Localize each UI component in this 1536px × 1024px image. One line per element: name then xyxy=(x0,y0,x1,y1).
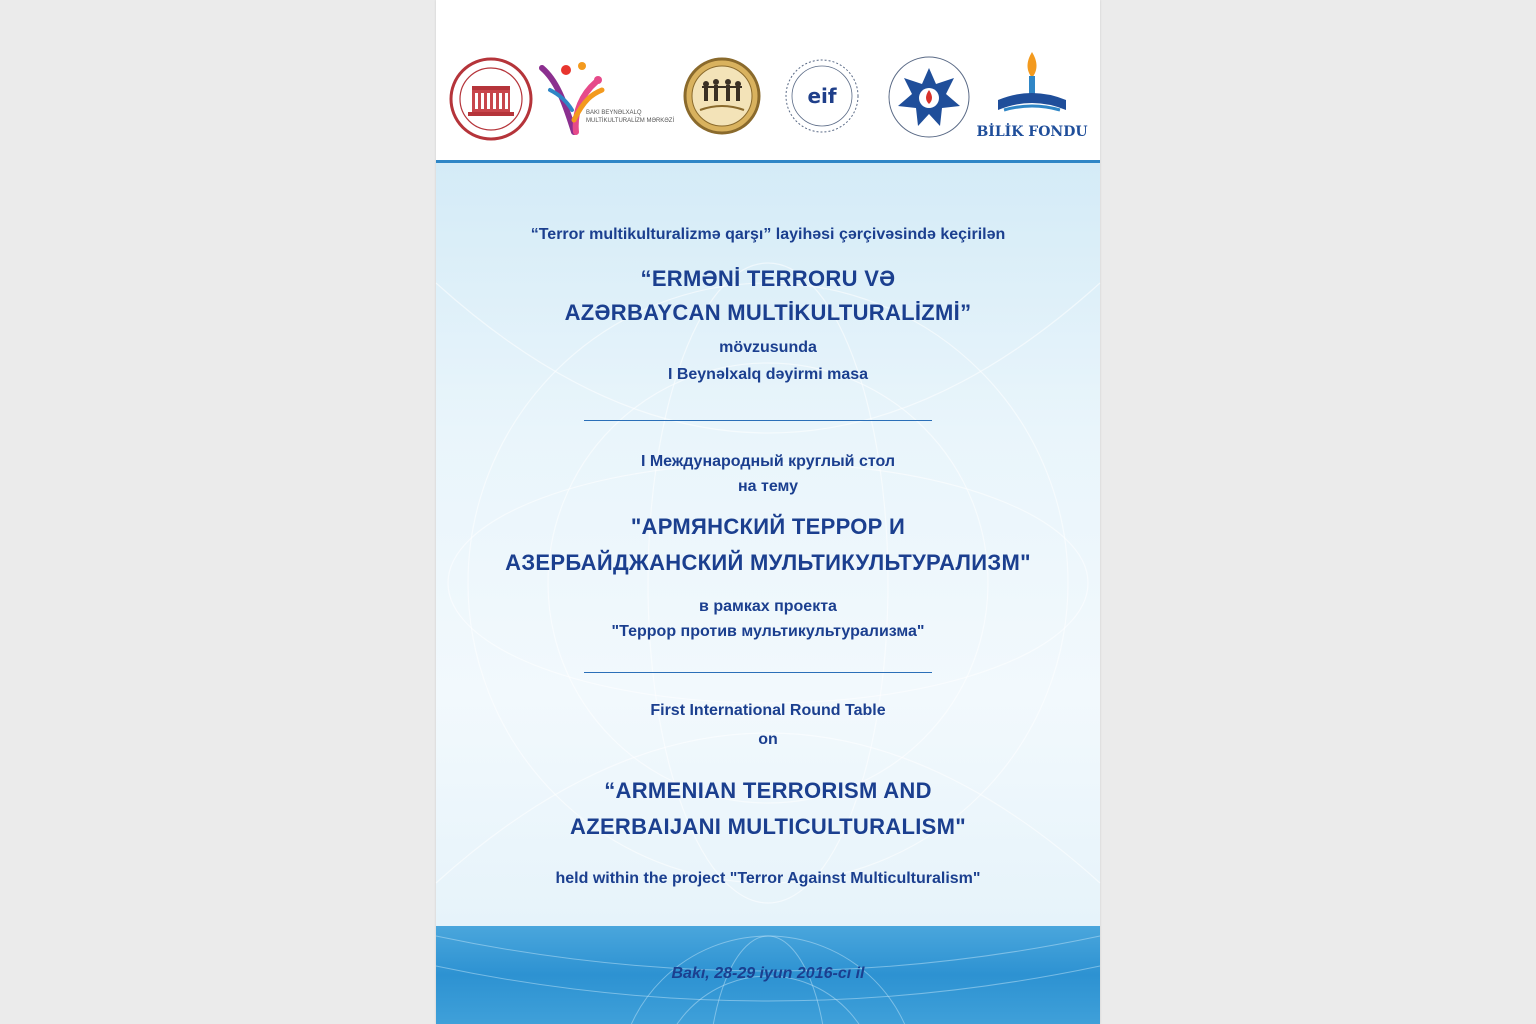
az-subtitle-1: mövzusunda xyxy=(719,339,817,356)
ru-title-line-1: "АРМЯНСКИЙ ТЕРРОР И xyxy=(630,514,906,539)
en-subtitle: held within the project "Terror Against Multiculturalism" xyxy=(555,870,981,887)
en-intro-1: First International Round Table xyxy=(650,702,886,719)
svg-text:eif: eif xyxy=(807,84,837,108)
az-subtitle-2: I Beynəlxalq dəyirmi masa xyxy=(667,366,869,383)
event-date: Bakı, 28-29 iyun 2016-cı il xyxy=(671,965,865,982)
ru-subtitle-2: "Террор против мультикультурализма" xyxy=(611,623,925,640)
academy-seal-logo xyxy=(448,56,534,142)
section-divider-1 xyxy=(584,420,932,421)
ru-intro-2: на тему xyxy=(737,478,799,495)
section-divider-2 xyxy=(584,672,932,673)
svg-text:BİLİK FONDU: BİLİK FONDU xyxy=(976,124,1088,140)
az-intro: “Terror multikulturalizmə qarşı” layihəsi çərçivəsində keçirilən xyxy=(530,226,1006,243)
bilik-fondu-logo xyxy=(976,48,1088,144)
az-title-line-2: AZƏRBAYCAN MULTİKULTURALİZMİ” xyxy=(564,300,972,325)
svg-text:MULTİKULTURALİZM MƏRKƏZİ: MULTİKULTURALİZM MƏRKƏZİ xyxy=(586,118,675,124)
ru-subtitle-1: в рамках проекта xyxy=(699,598,837,615)
document-cover xyxy=(436,0,1100,1024)
logo-strip xyxy=(436,0,1100,160)
eif-logo xyxy=(782,56,862,136)
multiculturalism-centre-logo xyxy=(536,60,676,140)
medallion-logo xyxy=(682,56,762,136)
state-committee-logo xyxy=(886,54,972,140)
en-intro-2: on xyxy=(758,731,778,748)
az-title-line-1: “ERMƏNİ TERRORU VƏ xyxy=(640,266,896,291)
en-title-line-1: “ARMENIAN TERRORISM AND xyxy=(604,778,932,803)
ru-intro-1: I Международный круглый стол xyxy=(640,453,896,470)
svg-text:BAKI BEYNƏLXALQ: BAKI BEYNƏLXALQ xyxy=(586,110,642,116)
ru-title-line-2: АЗЕРБАЙДЖАНСКИЙ МУЛЬТИКУЛЬТУРАЛИЗМ" xyxy=(505,550,1031,575)
en-title-line-2: AZERBAIJANI MULTICULTURALISM" xyxy=(570,814,966,839)
